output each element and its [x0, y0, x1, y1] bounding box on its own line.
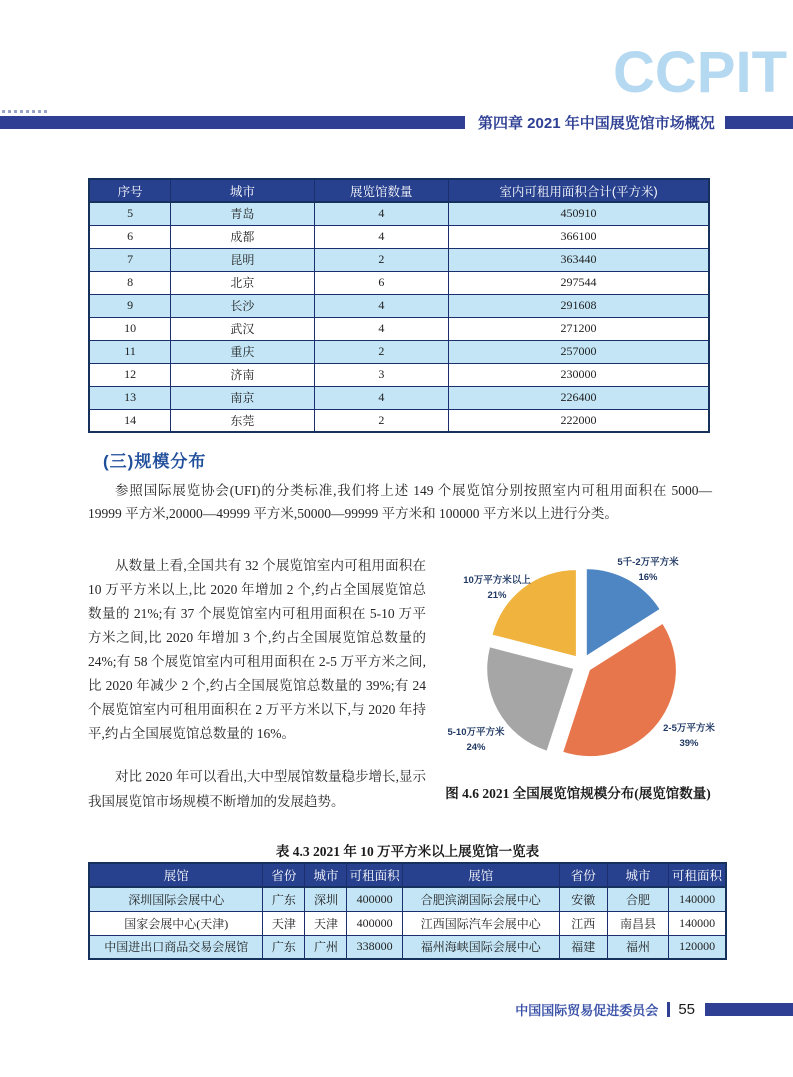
table-cell: 14	[89, 409, 171, 432]
table-cell: 120000	[669, 935, 726, 959]
pie-slice-label	[430, 726, 522, 755]
column-header: 可租面积	[347, 863, 402, 887]
table-cell: 2	[314, 409, 449, 432]
table-cell: 北京	[171, 271, 314, 294]
table-header-row	[89, 863, 726, 887]
table-cell: 7	[89, 248, 171, 271]
table-cell: 福州	[607, 935, 668, 959]
table-cell: 230000	[449, 363, 709, 386]
table-cell: 广州	[305, 935, 347, 959]
table-row	[89, 248, 709, 271]
column-header: 展览馆数量	[314, 179, 449, 202]
table-cell: 10	[89, 317, 171, 340]
pie-label-text: 10万平方米以上	[463, 575, 531, 586]
table-cell: 东莞	[171, 409, 314, 432]
chapter-header	[0, 114, 793, 130]
paragraph-detail: 从数量上看,全国共有 32 个展览馆室内可租用面积在 10 万平方米以上,比 2020 年增加 2 个,约占全国展览馆总数量的 21%;有 37 个展览馆室内可租用面积在 5-10 万平方米之间,比 2020 年增加 3 个,约占全国展览馆总数量的 24%;有 58 个展览馆室内可租用面积在 2-5 万平方米之间,比 2020 年减少 2 个,约占全国展览馆总数量的 39%;有 24 个展览馆室内可租用面积在 2 万平方米以下,与 2020 年持平,约占全国展览馆总数量的 16%。	[88, 558, 426, 741]
paragraph-intro: 参照国际展览协会(UFI)的分类标准,我们将上述 149 个展览馆分别按照室内可租用面积在 5000—19999 平方米,20000—49999 平方米,50000—99999 平方米和 100000 平方米以上进行分类。	[88, 483, 712, 521]
table-cell: 12	[89, 363, 171, 386]
table-row	[89, 409, 709, 432]
column-header: 城市	[305, 863, 347, 887]
table-cell: 深圳	[305, 887, 347, 911]
table-cell: 450910	[449, 202, 709, 225]
table-cell: 4	[314, 386, 449, 409]
column-header: 省份	[559, 863, 607, 887]
table-cell: 4	[314, 225, 449, 248]
table-cell: 4	[314, 317, 449, 340]
table-cell: 2	[314, 340, 449, 363]
table-cell: 长沙	[171, 294, 314, 317]
table-cell: 222000	[449, 409, 709, 432]
table-cell: 武汉	[171, 317, 314, 340]
table-cell: 中国进出口商品交易会展馆	[89, 935, 263, 959]
table-row	[89, 202, 709, 225]
table-cell: 6	[89, 225, 171, 248]
chapter-title: 第四章 2021 年中国展览馆市场概况	[478, 114, 715, 132]
pie-label-text: 5-10万平方米	[447, 727, 505, 738]
table-cell: 6	[314, 271, 449, 294]
table-cell: 江西	[559, 911, 607, 935]
header-dash-decoration	[2, 110, 48, 113]
table-cell: 291608	[449, 294, 709, 317]
table-cell: 深圳国际会展中心	[89, 887, 263, 911]
table-cell: 广东	[263, 935, 305, 959]
chapter-bar-left	[0, 116, 465, 129]
city-table	[88, 178, 710, 433]
column-header: 室内可租用面积合计(平方米)	[449, 179, 709, 202]
table-row	[89, 911, 726, 935]
figure-caption: 图 4.6 2021 全国展览馆规模分布(展览馆数量)	[445, 786, 711, 801]
table-cell: 366100	[449, 225, 709, 248]
pie-label-pct: 21%	[487, 589, 507, 601]
pie-label-text: 2-5万平方米	[663, 723, 715, 734]
table-row	[89, 386, 709, 409]
table-cell: 226400	[449, 386, 709, 409]
page-number: 55	[678, 1001, 695, 1018]
footer-bar	[705, 1003, 793, 1016]
table-cell: 11	[89, 340, 171, 363]
table-cell: 广东	[263, 887, 305, 911]
pie-slice-label	[588, 556, 708, 585]
table-header-row	[89, 179, 709, 202]
column-header: 城市	[171, 179, 314, 202]
table-cell: 天津	[305, 911, 347, 935]
column-header: 可租面积	[669, 863, 726, 887]
pie-label-pct: 24%	[466, 741, 486, 753]
table-cell: 福州海峡国际会展中心	[402, 935, 559, 959]
column-header: 展馆	[89, 863, 263, 887]
table-cell: 400000	[347, 887, 402, 911]
table-row	[89, 225, 709, 248]
table-cell: 140000	[669, 887, 726, 911]
table-row	[89, 935, 726, 959]
pie-label-pct: 16%	[638, 571, 658, 583]
table-cell: 合肥滨湖国际会展中心	[402, 887, 559, 911]
table-cell: 3	[314, 363, 449, 386]
footer-organization: 中国国际贸易促进委员会	[515, 1003, 659, 1018]
table-cell: 257000	[449, 340, 709, 363]
footer-separator	[667, 1002, 670, 1017]
page-footer	[515, 1001, 793, 1018]
table-title: 表 4.3 2021 年 10 万平方米以上展览馆一览表	[275, 844, 540, 859]
table-row	[89, 294, 709, 317]
table-cell: 8	[89, 271, 171, 294]
table-cell: 江西国际汽车会展中心	[402, 911, 559, 935]
table-cell: 363440	[449, 248, 709, 271]
pie-label-text: 5千-2万平方米	[617, 557, 679, 568]
table-cell: 青岛	[171, 202, 314, 225]
section-heading: (三)规模分布	[103, 452, 207, 471]
table-cell: 国家会展中心(天津)	[89, 911, 263, 935]
table-cell: 昆明	[171, 248, 314, 271]
table-cell: 重庆	[171, 340, 314, 363]
table-row	[89, 271, 709, 294]
table-cell: 合肥	[607, 887, 668, 911]
table-row	[89, 887, 726, 911]
table-cell: 济南	[171, 363, 314, 386]
column-header: 序号	[89, 179, 171, 202]
table-cell: 13	[89, 386, 171, 409]
table-cell: 2	[314, 248, 449, 271]
table-cell: 400000	[347, 911, 402, 935]
pie-chart-figure	[430, 550, 730, 768]
table-cell: 5	[89, 202, 171, 225]
column-header: 展馆	[402, 863, 559, 887]
table-cell: 4	[314, 202, 449, 225]
venue-table	[88, 862, 727, 960]
chapter-bar-right	[725, 116, 793, 129]
pie-label-pct: 39%	[679, 737, 699, 749]
ccpit-logo: CCPIT	[613, 40, 787, 105]
table-row	[89, 317, 709, 340]
table-cell: 338000	[347, 935, 402, 959]
table-row	[89, 363, 709, 386]
table-cell: 271200	[449, 317, 709, 340]
table-row	[89, 340, 709, 363]
column-header: 省份	[263, 863, 305, 887]
table-cell: 4	[314, 294, 449, 317]
table-cell: 297544	[449, 271, 709, 294]
table-cell: 南昌县	[607, 911, 668, 935]
pie-slice-label	[442, 574, 552, 603]
table-cell: 天津	[263, 911, 305, 935]
paragraph-conclusion: 对比 2020 年可以看出,大中型展馆数量稳步增长,显示我国展览馆市场规模不断增加的发展趋势。	[88, 769, 426, 809]
pie-slice-label	[639, 722, 739, 751]
table-cell: 成都	[171, 225, 314, 248]
table-cell: 安徽	[559, 887, 607, 911]
table-cell: 南京	[171, 386, 314, 409]
table-cell: 9	[89, 294, 171, 317]
column-header: 城市	[607, 863, 668, 887]
table-cell: 福建	[559, 935, 607, 959]
table-cell: 140000	[669, 911, 726, 935]
